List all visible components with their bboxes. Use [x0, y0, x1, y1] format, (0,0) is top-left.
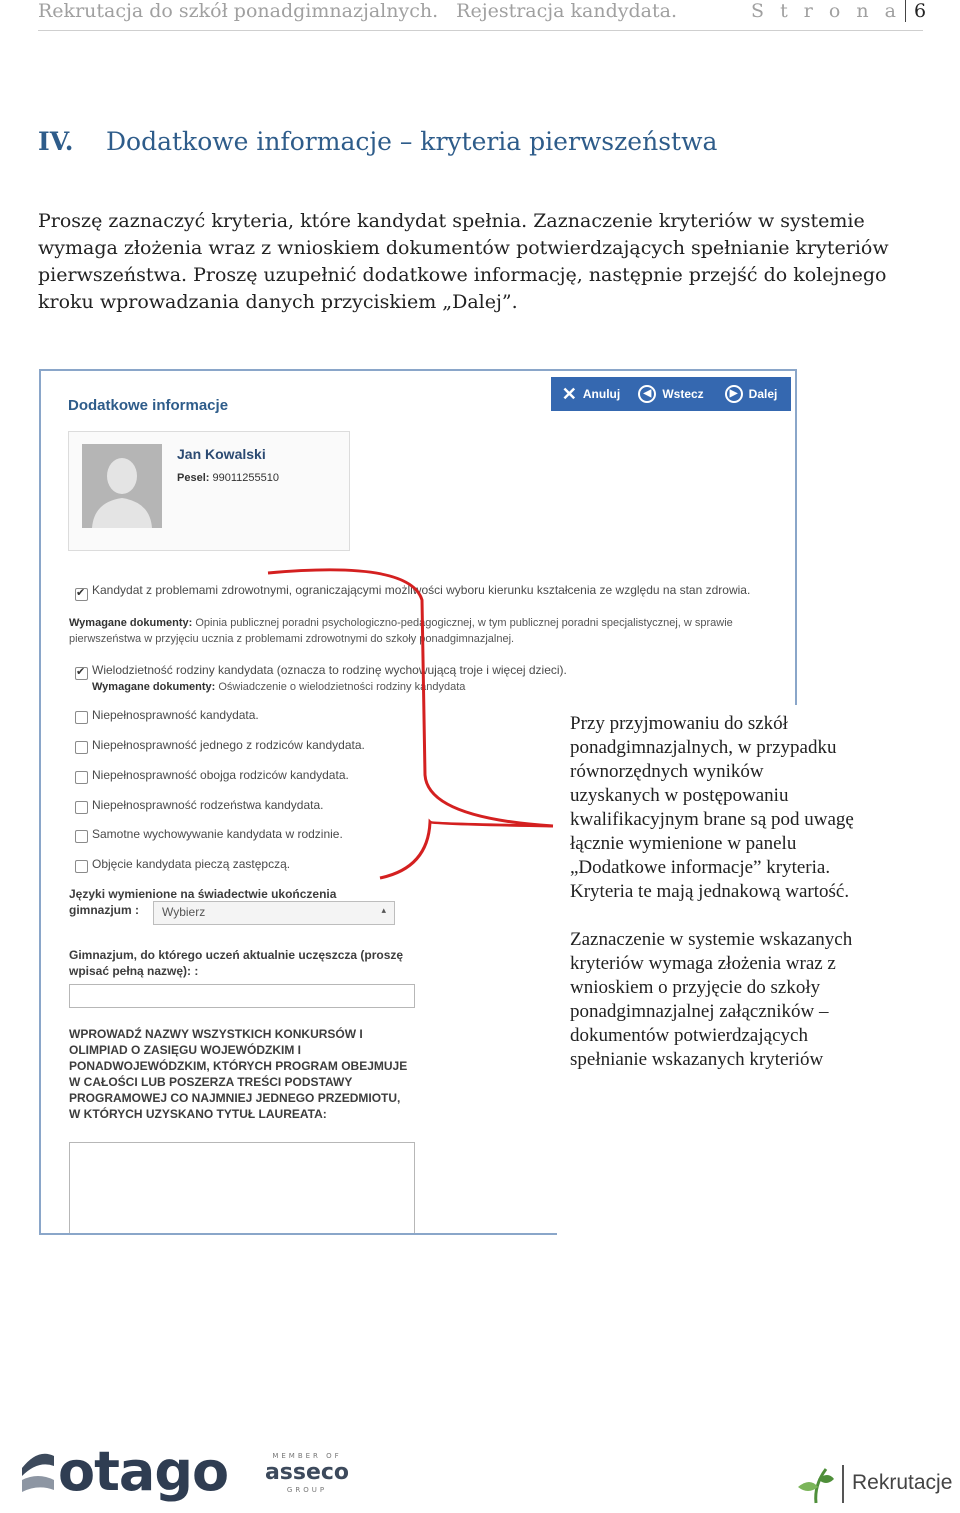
gimnazjum-label: Gimnazjum, do którego uczeń aktualnie uczęszcza (proszę wpisać pełną nazwę): : [69, 948, 404, 978]
note-paragraph-1: Przy przyjmowaniu do szkół ponadgimnazjalnych, w przypadku równorzędnych wyników uzyskanych w postępowaniu kwalifikacyjnym brane są pod uwagę łącznie wymienione w panelu „Dodatkowe informacje” kryteria. Kryteria te mają jednakową wartość. [570, 713, 854, 902]
criterion-label-6: Niepełnosprawność rodzeństwa kandydata. [92, 798, 324, 812]
section-number: IV. [38, 127, 74, 156]
criterion-label-5: Niepełnosprawność obojga rodziców kandydata. [92, 768, 349, 782]
page-header [38, 0, 928, 30]
criterion-label-8: Objęcie kandydata pieczą zastępczą. [92, 857, 291, 871]
candidate-card [68, 431, 350, 551]
rekrutacje-logo [796, 1463, 956, 1507]
otago-text: otago [58, 1440, 229, 1503]
criterion-checkbox-3[interactable] [75, 711, 88, 724]
next-label: Dalej [748, 387, 778, 401]
criterion-label-4: Niepełnosprawność jednego z rodziców kandydata. [92, 738, 365, 752]
criterion-checkbox-6[interactable] [75, 801, 88, 814]
form-title: Dodatkowe informacje [68, 397, 229, 414]
criterion-checkbox-7[interactable] [75, 830, 88, 843]
contests-textarea[interactable] [69, 1142, 415, 1235]
candidate-pesel: Pesel: 99011255510 [177, 472, 279, 484]
form-toolbar [551, 377, 791, 411]
back-button[interactable] [631, 377, 711, 411]
criterion-checkbox-5[interactable] [75, 771, 88, 784]
criterion-label-1: Kandydat z problemami zdrowotnymi, ograniczającymi możliwości wyboru kierunku kształcenia ze względu na stan zdrowia. [92, 583, 751, 597]
gimnazjum-input[interactable] [69, 984, 415, 1008]
rekrutacje-text: Rekrutacje [852, 1471, 953, 1494]
criterion-label-2: Wielodzietność rodziny kandydata (oznacza to rodzinę wychowującą troje i więcej dzieci). [92, 663, 567, 677]
arrow-left-icon: ◀ [638, 385, 656, 403]
annotation-bracket [260, 560, 560, 890]
cancel-label: Anuluj [582, 387, 621, 401]
criterion-checkbox-2[interactable] [75, 667, 88, 680]
criterion-docs-2: Wymagane dokumenty: Oświadczenie o wielodzietności rodziny kandydata [92, 681, 466, 693]
candidate-name: Jan Kowalski [177, 446, 266, 462]
page-label: S t r o n a [751, 0, 901, 22]
arrow-right-icon: ▶ [725, 385, 743, 403]
criterion-label-3: Niepełnosprawność kandydata. [92, 708, 259, 722]
asseco-logo: MEMBER OF asseco GROUP [264, 1452, 350, 1494]
intro-paragraph: Proszę zaznaczyć kryteria, które kandydat spełnia. Zaznaczenie kryteriów w systemie wymaga złożenia wraz z wnioskiem dokumentów potwierdzających spełnianie kryteriów pierwszeństwa. Proszę uzupełnić dodatkowe informację, następnie przejść do kolejnego kroku wprowadzania danych przyciskiem „Dalej”. [38, 210, 889, 313]
close-icon: ✕ [561, 383, 577, 404]
select-arrows-icon: ▴ [381, 905, 386, 915]
criterion-checkbox-1[interactable] [75, 588, 88, 601]
header-subtitle: Rejestracja kandydata. [456, 0, 678, 22]
criterion-checkbox-8[interactable] [75, 860, 88, 873]
header-title: Rekrutacja do szkół ponadgimnazjalnych. [38, 0, 439, 22]
next-button[interactable] [711, 377, 791, 411]
otago-mark-icon [18, 1446, 58, 1500]
contests-label: WPROWADŹ NAZWY WSZYSTKICH KONKURSÓW I OLIMPIAD O ZASIĘGU WOJEWÓDZKIM I PONADWOJEWÓDZKIM, KTÓRYCH PROGRAM OBEJMUJE W CAŁOŚCI LUB POSZERZA TREŚCI PODSTAWY PROGRAMOWEJ CO NAJMNIEJ JEDNEGO PRZEDMIOTU, W KTÓRYCH UZYSKANO TYTUŁ LAUREATA: [69, 1027, 408, 1121]
header-divider [38, 30, 923, 31]
note-paragraph-2: Zaznaczenie w systemie wskazanych kryteriów wymaga złożenia wraz z wnioskiem o przyjęcie do szkoły ponadgimnazjalnej załączników – dokumentów potwierdzających spełnianie wskazanych kryteriów [570, 929, 853, 1070]
criterion-docs-1: Wymagane dokumenty: Opinia publicznej poradni psychologiczno-pedagogicznej, w tym publicznej poradni specjalistycznej, w sprawie pierwszeństwa w przyjęciu ucznia z problemami zdrowotnymi do szkoły ponadgimnazjalnej. [69, 617, 733, 645]
section-heading [38, 127, 717, 156]
callout-note [570, 712, 855, 1096]
avatar [82, 444, 162, 528]
criterion-label-7: Samotne wychowywanie kandydata w rodzinie. [92, 827, 343, 841]
page-number: 6 [905, 0, 926, 22]
logo-divider [842, 1465, 844, 1503]
user-silhouette-icon [82, 444, 162, 528]
section-title: Dodatkowe informacje – kryteria pierwszeństwa [106, 127, 718, 156]
back-label: Wstecz [662, 387, 704, 401]
criterion-checkbox-4[interactable] [75, 741, 88, 754]
leaf-icon [796, 1465, 836, 1505]
cancel-button[interactable] [551, 377, 631, 411]
languages-label: Języki wymienione na świadectwie ukończenia gimnazjum : [69, 887, 337, 917]
languages-select[interactable]: Wybierz ▴ [153, 901, 395, 925]
